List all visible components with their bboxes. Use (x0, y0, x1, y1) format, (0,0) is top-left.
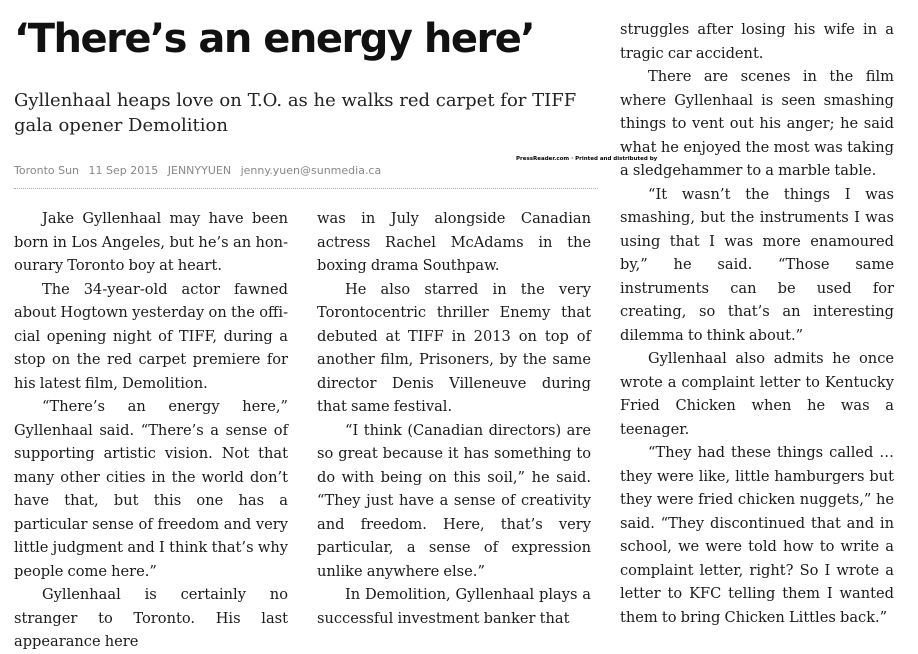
paragraph: was in July alongside Canadian actress Rachel McAdams in the boxing drama Southpaw. (317, 210, 591, 274)
paragraph: struggles after losing his wife in a tragic car accident. (620, 21, 894, 62)
byline-source: Toronto Sun (14, 164, 80, 177)
article-column-3 (620, 18, 894, 629)
byline-author: JENNYYUEN (167, 164, 232, 177)
paragraph: There are scenes in the film where Gyllenhaal is seen smashing things to vent out his anger; he said what he enjoyed the most was taking a sledgehammer to a marble table. (620, 68, 894, 179)
paragraph: “There’s an energy here,” Gyllenhaal said. “There’s a sense of supporting artistic vision. Not that many other cities in the world don’t have that, but this one has a particular sense of freedom and very little judgment and I think that’s why people come here.” (14, 398, 288, 580)
paragraph: Jake Gyllenhaal may have been born in Los Angeles, but he’s an honourary Toronto boy at heart. (14, 210, 288, 274)
subheadline: Gyllenhaal heaps love on T.O. as he walks red carpet for TIFF gala opener Demolition (14, 90, 577, 136)
paragraph: He also starred in the very Torontocentric thriller Enemy that debuted at TIFF in 2013 on top of another film, Prisoners, by the same director Denis Villeneuve during that same festival. (317, 280, 591, 415)
paragraph: In Demolition, Gyllenhaal plays a successful investment banker that (317, 586, 591, 627)
paragraph: Gyllenhaal also admits he once wrote a complaint letter to Kentucky Fried Chicken when he was a teenager. (620, 350, 894, 438)
article-column-1 (14, 207, 288, 654)
paragraph: “It wasn’t the things I was smashing, but the instruments I was using that I was more enamoured by,” he said. “Those same instruments can be used for creating, so that’s an interesting dilemma to think about.” (620, 185, 894, 344)
paragraph: “I think (Canadian directors) are so great because it has something to do with being on this soil,” he said. “They just have a sense of creativity and freedom. Here, that’s very particular, a sense of expression unlike anywhere else.” (317, 421, 591, 580)
paragraph: The 34-year-old actor fawned about Hogtown yesterday on the official opening night of TIFF, during a stop on the red carpet premiere for his latest film, Demolition. (14, 280, 288, 392)
article-column-2 (317, 207, 591, 630)
pressreader-watermark: PressReader.com · Printed and distributed by (516, 156, 658, 162)
paragraph: “They had these things called … they were like, little hamburgers but they were fried chicken nuggets,” he said. “They discontinued that and in school, we were told how to write a complaint letter, right? So I wrote a letter to KFC telling them I wanted them to bring Chicken Littles back.” (620, 444, 894, 626)
headline: ‘There’s an energy here’ (14, 16, 535, 62)
byline-divider (14, 188, 598, 189)
byline-email[interactable]: jenny.yuen@sunmedia.ca (240, 164, 382, 177)
byline-date: 11 Sep 2015 (88, 164, 159, 177)
byline (14, 164, 387, 177)
paragraph: Gyllenhaal is certainly no stranger to Toronto. His last appearance here (14, 586, 288, 650)
